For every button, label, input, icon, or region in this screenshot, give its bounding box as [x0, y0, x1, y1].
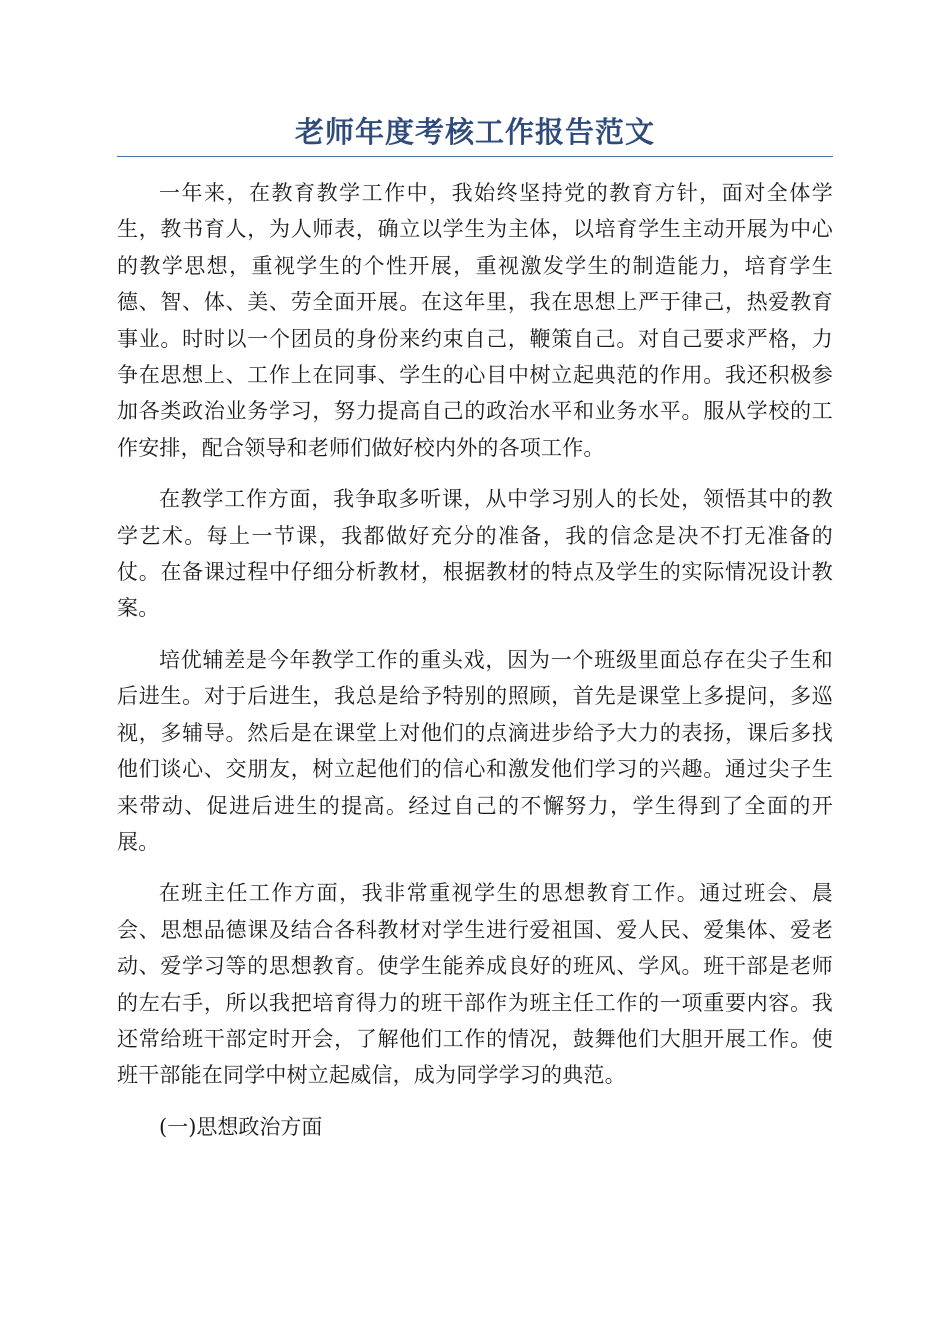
title-underline — [117, 156, 833, 157]
paragraph-tutoring: 培优辅差是今年教学工作的重头戏，因为一个班级里面总存在尖子生和后进生。对于后进生，我总是给予特别的照顾，首先是课堂上多提问，多巡视，多辅导。然后是在课堂上对他们的点滴进步给予大力的表扬，课后多找他们谈心、交朋友，树立起他们的信心和激发他们学习的兴趣。通过尖子生来带动、促进后进生的提高。经过自己的不懈努力，学生得到了全面的开展。 — [117, 647, 833, 854]
paragraph-intro: 一年来，在教育教学工作中，我始终坚持党的教育方针，面对全体学生，教书育人，为人师表，确立以学生为主体，以培育学生主动开展为中心的教学思想，重视学生的个性开展，重视激发学生的制造能力，培育学生德、智、体、美、劳全面开展。在这年里，我在思想上严于律己，热爱教育事业。时时以一个团员的身份来约束自己，鞭策自己。对自己要求严格，力争在思想上、工作上在同事、学生的心目中树立起典范的作用。我还积极参加各类政治业务学习，努力提高自己的政治水平和业务水平。服从学校的工作安排，配合领导和老师们做好校内外的各项工作。 — [117, 181, 833, 460]
paragraph-class-teacher: 在班主任工作方面，我非常重视学生的思想教育工作。通过班会、晨会、思想品德课及结合各科教材对学生进行爱祖国、爱人民、爱集体、爱老动、爱学习等的思想教育。使学生能养成良好的班风、学风。班干部是老师的左右手，所以我把培育得力的班干部作为班主任工作的一项重要内容。我还常给班干部定时开会，了解他们工作的情况，鼓舞他们大胆开展工作。使班干部能在同学中树立起威信，成为同学学习的典范。 — [117, 881, 833, 1088]
section-heading: (一)思想政治方面 — [159, 1114, 323, 1139]
paragraph-teaching: 在教学工作方面，我争取多听课，从中学习别人的长处，领悟其中的教学艺术。每上一节课，我都做好充分的准备，我的信念是决不打无准备的仗。在备课过程中仔细分析教材，根据教材的特点及学生的实际情况设计教案。 — [117, 487, 833, 621]
document-title: 老师年度考核工作报告范文 — [294, 115, 655, 149]
document-page — [117, 112, 833, 1145]
